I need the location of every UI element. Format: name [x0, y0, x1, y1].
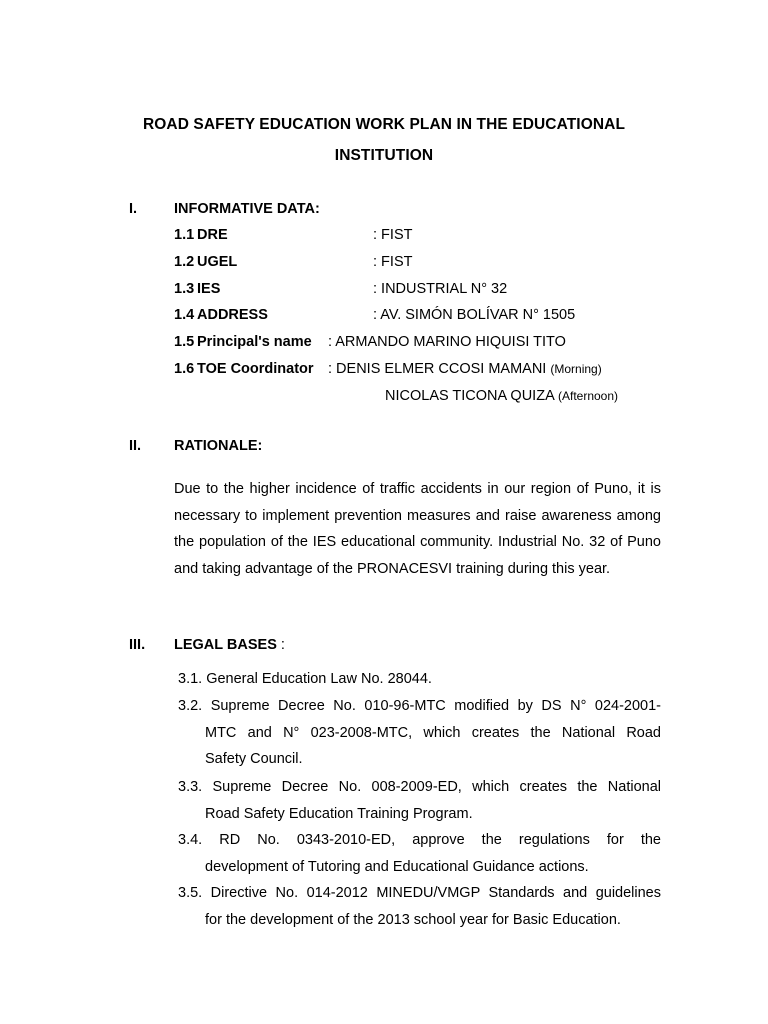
legal-item — [178, 827, 661, 880]
document-title-line2: INSTITUTION — [334, 147, 434, 164]
legal-item — [178, 880, 661, 933]
coordinator-afternoon-note: (Afternoon) — [557, 389, 619, 403]
legal-item-line: 3.1. General Education Law No. 28044. — [178, 671, 432, 687]
legal-heading-suffix: : — [276, 637, 285, 653]
legal-heading-text: LEGAL BASES — [174, 637, 277, 653]
legal-item-line: 3.5. Directive No. 014-2012 MINEDU/VMGP Standards and guidelines — [178, 885, 661, 901]
legal-item-line: 3.4. RD No. 0343-2010-ED, approve the regulations for the — [178, 832, 661, 848]
field-value-principal: : ARMANDO MARINO HIQUISI TITO — [328, 334, 566, 350]
field-label-toe-coordinator: TOE Coordinator — [197, 361, 314, 377]
field-label-ugel: UGEL — [197, 254, 238, 270]
coordinator-afternoon — [385, 388, 618, 404]
legal-item-line: development of Tutoring and Educational Guidance actions. — [205, 858, 589, 875]
field-number: 1.4 — [174, 307, 195, 323]
field-value-ugel: : FIST — [373, 254, 413, 270]
legal-item-line: Road Safety Education Training Program. — [205, 805, 473, 822]
legal-item-line: 3.3. Supreme Decree No. 008-2009-ED, which creates the National — [178, 779, 661, 795]
document-title-line1: ROAD SAFETY EDUCATION WORK PLAN IN THE EDUCATIONAL — [142, 116, 626, 133]
section-heading-informative: INFORMATIVE DATA: — [174, 201, 320, 217]
section-heading-rationale: RATIONALE: — [174, 438, 263, 454]
field-number: 1.2 — [174, 254, 195, 270]
legal-item-line: MTC and N° 023-2008-MTC, which creates the National Road — [205, 724, 661, 741]
legal-item — [178, 666, 661, 693]
field-value-toe-coordinator — [328, 361, 602, 377]
field-value-address: : AV. SIMÓN BOLÍVAR N° 1505 — [373, 307, 576, 323]
section-numeral-3: III. — [129, 637, 146, 653]
field-number: 1.3 — [174, 281, 195, 297]
field-number: 1.6 — [174, 361, 195, 377]
field-label-ies: IES — [197, 281, 221, 297]
legal-item — [178, 693, 661, 773]
coordinator-afternoon-name: NICOLAS TICONA QUIZA — [385, 388, 554, 404]
section-heading-legal — [174, 637, 285, 653]
legal-item-line: 3.2. Supreme Decree No. 010-96-MTC modified by DS N° 024-2001- — [178, 698, 661, 714]
field-label-principal: Principal's name — [197, 334, 312, 350]
field-number: 1.5 — [174, 334, 195, 350]
field-label-address: ADDRESS — [197, 307, 268, 323]
section-numeral-2: II. — [129, 438, 142, 454]
rationale-paragraph: Due to the higher incidence of traffic accidents in our region of Puno, it is necessary to implement prevention measures and raise awareness among the population of the IES educational community. Industrial No. 32 of Puno and taking advantage of the PRONACESVI training during this year. — [174, 481, 661, 577]
field-number: 1.1 — [174, 227, 195, 243]
field-label-dre: DRE — [197, 227, 228, 243]
section-numeral-1: I. — [129, 201, 138, 217]
legal-item-line: for the development of the 2013 school year for Basic Education. — [205, 911, 621, 928]
coordinator-morning-note: (Morning) — [550, 362, 602, 376]
field-value-dre: : FIST — [373, 227, 413, 243]
field-value-ies: : INDUSTRIAL N° 32 — [373, 281, 508, 297]
legal-item — [178, 774, 661, 827]
legal-item-line: Safety Council. — [205, 751, 303, 767]
coordinator-morning-name: : DENIS ELMER CCOSI MAMANI — [328, 361, 547, 377]
